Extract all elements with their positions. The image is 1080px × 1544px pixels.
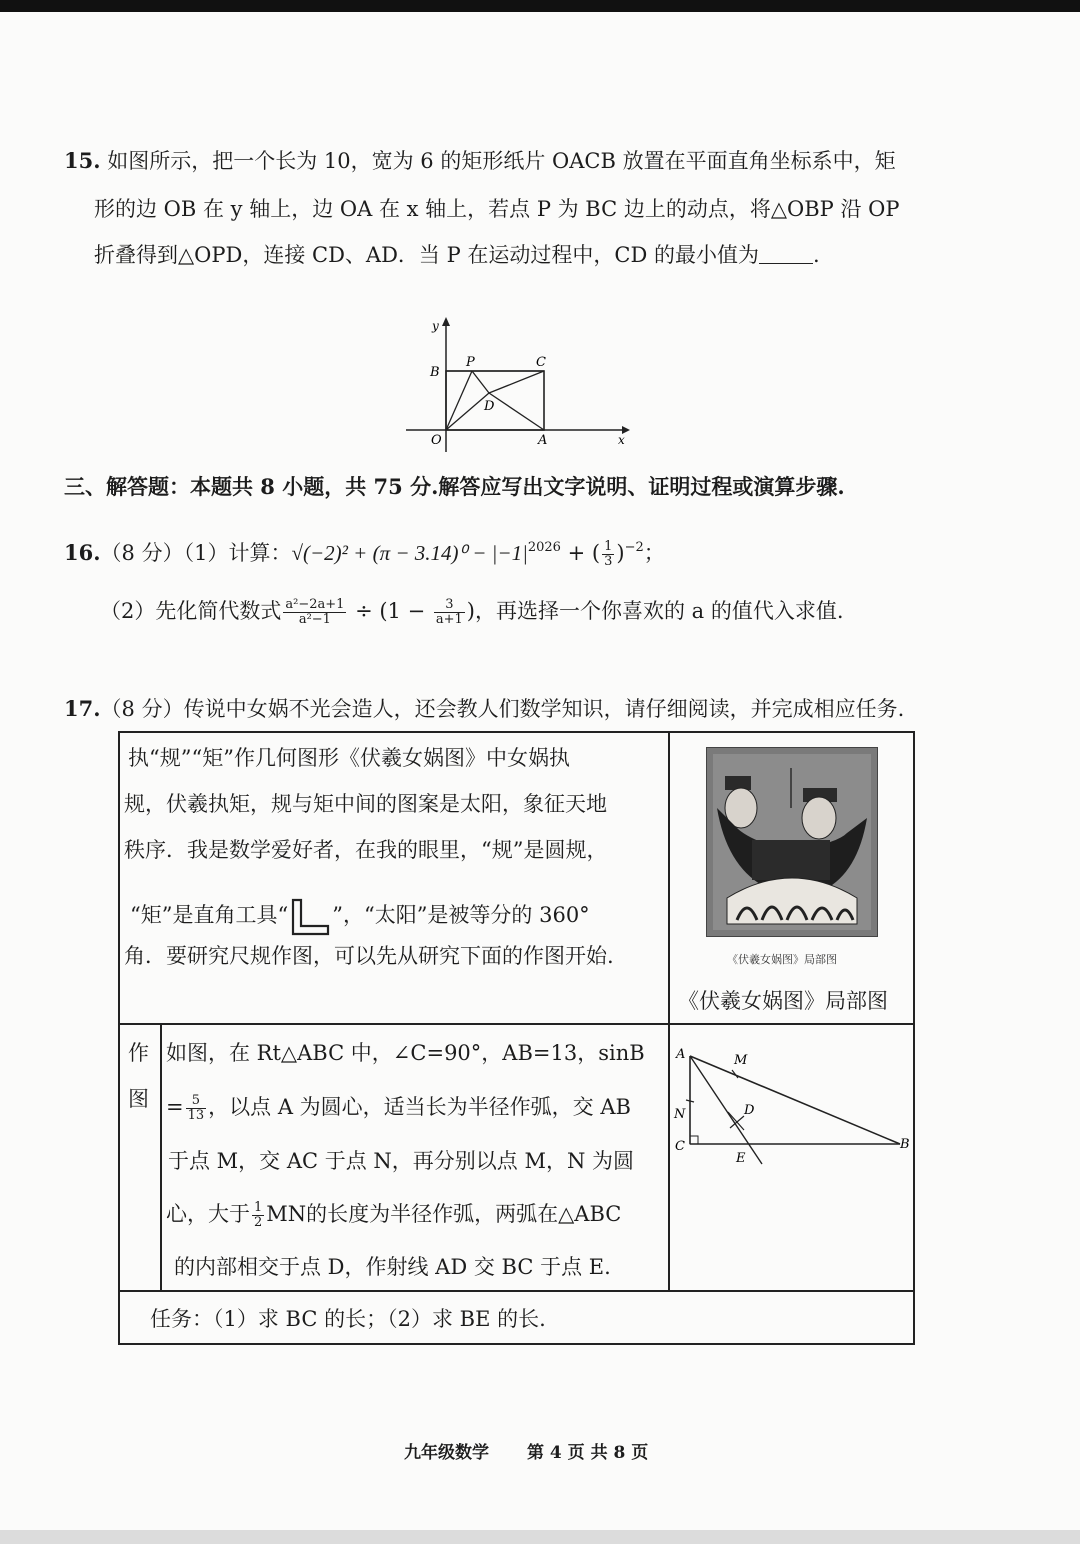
- construction-line-1: 如图，在 Rt△ABC 中，∠C=90°，AB=13，sinB: [166, 1041, 645, 1065]
- fuxi-nuwa-mural-image: [706, 747, 878, 937]
- label-P: P: [466, 355, 475, 370]
- label-C: C: [536, 355, 546, 370]
- mural-illustration: [707, 748, 877, 936]
- q17-number: 17.: [64, 696, 101, 721]
- side-AB: [690, 1056, 900, 1144]
- construction-line-3: 于点 M，交 AC 于点 N，再分别以点 M，N 为圆: [168, 1149, 635, 1173]
- q16-fraction-1: [283, 598, 346, 627]
- frac-den: a+1: [435, 612, 463, 627]
- story-line-2: 规，伏羲执矩，规与矩中间的图案是太阳，象征天地: [124, 792, 607, 816]
- image-caption: 《伏羲女娲图》局部图: [678, 989, 888, 1013]
- q16-part2-mid: ÷ (1 −: [348, 599, 432, 623]
- label-D: D: [744, 1103, 755, 1118]
- label-O: O: [431, 433, 442, 448]
- right-angle-mark: [690, 1136, 698, 1144]
- label-x: x: [618, 433, 625, 447]
- arc-intersection-D: [728, 1112, 744, 1130]
- label-A: A: [676, 1047, 686, 1062]
- q16-part-2: [100, 596, 844, 627]
- q16-exponent-2: −2: [624, 540, 644, 555]
- q17-intro: [64, 694, 904, 724]
- frac-den: 13: [187, 1108, 205, 1123]
- q15-line-1: [64, 146, 896, 176]
- q17-intro-text: （8 分）传说中女娲不光会造人，还会教人们数学知识，请仔细阅读，并完成相应任务.: [100, 697, 905, 721]
- table-divider-2: [118, 1290, 915, 1292]
- label-B: B: [430, 365, 440, 380]
- fraction-one-half: [252, 1201, 264, 1230]
- story-line-4b: ”，“太阳”是被等分的 360°: [332, 903, 590, 927]
- q16-part1-expression: √(−2)² + (π − 3.14)⁰ − |−1|: [291, 541, 528, 565]
- table-divider-vertical: [668, 731, 670, 1291]
- q16-part-1: [64, 533, 665, 569]
- side-label-1: 作: [128, 1041, 149, 1065]
- footer-subject: 九年级数学: [404, 1443, 489, 1463]
- frac-num: a²−2a+1: [285, 597, 345, 612]
- q15-text-3: 折叠得到△OPD，连接 CD、AD．当 P 在运动过程中，CD 的最小值为: [94, 243, 759, 267]
- image-small-caption: 《伏羲女娲图》局部图: [727, 953, 837, 966]
- story-line-3: 秩序．我是数学爱好者，在我的眼里，“规”是圆规，: [124, 838, 608, 862]
- bottom-edge: [0, 1530, 1080, 1544]
- footer-page-number: 第 4 页 共 8 页: [527, 1443, 649, 1463]
- frac-den: 2: [254, 1215, 263, 1230]
- set-square-icon: [290, 898, 330, 936]
- q15-line3-end: .: [812, 243, 820, 267]
- story-line-4: [130, 898, 590, 936]
- fraction-5-13: [186, 1094, 207, 1123]
- q16-close-paren: ): [616, 541, 625, 565]
- table-divider-side: [160, 1023, 162, 1291]
- construction-line-5: 的内部相交于点 D，作射线 AD 交 BC 于点 E.: [174, 1255, 611, 1279]
- q16-exponent: 2026: [527, 540, 561, 555]
- q15-line-2: 形的边 OB 在 y 轴上，边 OA 在 x 轴上，若点 P 为 BC 边上的动点，将△OBP 沿 OP: [94, 197, 900, 221]
- q16-fraction-one-third: [602, 540, 614, 569]
- side-label-2: 图: [128, 1087, 149, 1111]
- q15-number: 15.: [64, 148, 101, 173]
- answer-blank: [759, 245, 813, 264]
- frac-num: 1: [254, 1200, 263, 1215]
- q16-part1-end: ；: [643, 541, 665, 565]
- q16-plus: + (: [560, 541, 601, 565]
- segment-PD: [472, 371, 489, 393]
- segment-OP: [446, 371, 472, 430]
- construction-line-4-prefix: 心，大于: [166, 1202, 250, 1226]
- label-A: A: [538, 433, 548, 448]
- y-axis-arrow: [442, 317, 450, 326]
- q15-coordinate-figure: [396, 312, 636, 454]
- q15-text-1: 如图所示，把一个长为 10，宽为 6 的矩形纸片 OACB 放置在平面直角坐标系中，矩: [107, 149, 896, 173]
- label-N: N: [674, 1107, 686, 1122]
- q16-fraction-2: [434, 598, 465, 627]
- frac-den: 3: [604, 554, 613, 569]
- label-B: B: [900, 1137, 910, 1152]
- segment-DA: [489, 393, 544, 430]
- table-divider-1: [118, 1023, 915, 1025]
- label-D: D: [484, 399, 495, 414]
- label-M: M: [734, 1053, 748, 1068]
- frac-num: 1: [604, 539, 613, 554]
- top-edge: [0, 0, 1080, 12]
- q17-triangle-figure: [672, 1036, 912, 1176]
- construction-eq: =: [166, 1095, 184, 1119]
- frac-num: 5: [186, 1094, 207, 1109]
- segment-OD: [446, 393, 489, 430]
- frac-num: 3: [434, 598, 465, 613]
- task-text: 任务：（1）求 BC 的长；（2）求 BE 的长.: [150, 1307, 546, 1331]
- story-line-4a: “矩”是直角工具“: [130, 903, 289, 927]
- construction-line-2-text: ，以点 A 为圆心，适当长为半径作弧，交 AB: [208, 1095, 631, 1119]
- frac-den: a²−1: [298, 612, 331, 627]
- rectangle-OACB: [446, 371, 544, 430]
- section-3-heading: 三、解答题：本题共 8 小题，共 75 分.解答应写出文字说明、证明过程或演算步骤.: [64, 474, 845, 499]
- construction-line-4: [166, 1199, 621, 1230]
- q16-part1-prefix: （8 分）（1）计算：: [100, 541, 292, 565]
- label-E: E: [736, 1151, 746, 1166]
- q16-part2-prefix: （2）先化简代数式: [100, 599, 282, 623]
- segment-DC: [489, 371, 544, 393]
- q16-part2-suffix: )，再选择一个你喜欢的 a 的值代入求值.: [466, 599, 844, 623]
- construction-line-2: [166, 1092, 631, 1123]
- story-line-5: 角．要研究尺规作图，可以先从研究下面的作图开始.: [124, 944, 614, 968]
- construction-line-4-text: MN的长度为半径作弧，两弧在△ABC: [266, 1202, 622, 1226]
- q16-number: 16.: [64, 540, 101, 565]
- label-C: C: [675, 1139, 685, 1154]
- q15-line-3: [94, 240, 820, 270]
- story-line-1: 执“规”“矩”作几何图形《伏羲女娲图》中女娲执: [128, 746, 570, 770]
- label-y: y: [432, 319, 439, 333]
